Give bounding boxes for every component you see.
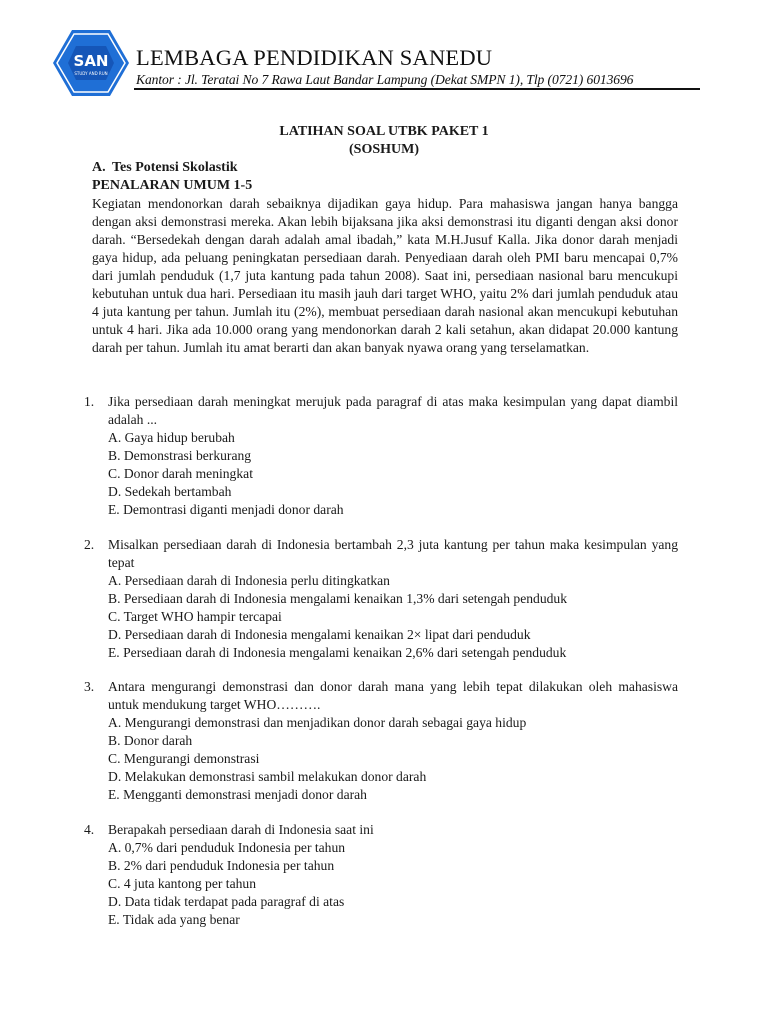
question-text: Antara mengurangi demonstrasi dan donor darah mana yang lebih tepat dilakukan oleh mahasiswa untuk mendukung target WHO………. <box>108 679 678 712</box>
question-number: 2. <box>84 537 95 552</box>
answer-option: A. 0,7% dari penduduk Indonesia per tahun <box>108 840 346 855</box>
answer-option: D. Sedekah bertambah <box>108 484 232 499</box>
answer-option: E. Mengganti demonstrasi menjadi donor darah <box>108 787 367 802</box>
answer-option: E. Tidak ada yang benar <box>108 912 240 927</box>
logo-text: SAN <box>73 52 109 70</box>
question-number: 1. <box>84 394 95 409</box>
subsection-heading: PENALARAN UMUM 1-5 <box>92 178 253 193</box>
answer-option: A. Gaya hidup berubah <box>108 430 235 445</box>
section-label: Tes Potensi Skolastik <box>112 160 238 175</box>
answer-option: E. Persediaan darah di Indonesia mengalami kenaikan 2,6% dari setengah penduduk <box>108 645 567 660</box>
answer-option: A. Mengurangi demonstrasi dan menjadikan donor darah sebagai gaya hidup <box>108 715 527 730</box>
organization-name: LEMBAGA PENDIDIKAN SANEDU <box>136 45 493 70</box>
answer-option: E. Demontrasi diganti menjadi donor darah <box>108 502 344 517</box>
question-1 <box>84 393 678 519</box>
question-text: Misalkan persediaan darah di Indonesia bertambah 2,3 juta kantung per tahun maka kesimpulan yang tepat <box>108 537 678 570</box>
answer-option: C. Donor darah meningkat <box>108 466 253 481</box>
reading-passage: Kegiatan mendonorkan darah sebaiknya dijadikan gaya hidup. Para mahasiswa jangan hanya bangga dengan aksi demonstrasi mereka. Akan lebih bijaksana jika aksi demonstrasi itu diganti dengan aksi donor darah. “Bersedekah dengan darah adalah amal ibadah,” kata M.H.Jusuf Kalla. Jika donor darah menjadi gaya hidup, ada peluang peningkatan persediaan darah. Penyediaan darah oleh PMI baru mencapai 0,7% dari jumlah penduduk (1,7 juta kantung pada tahun 2008). Saat ini, persediaan nasional baru mencukupi kebutuhan untuk dua hari. Persediaan itu masih jauh dari target WHO, yaitu 2% dari jumlah penduduk atau 4 juta kantung per tahun. Jumlah itu (2%), membuat persediaan darah nasional akan mencukupi kebutuhan untuk 4 hari. Jika ada 10.000 orang yang mendonorkan darah 2 kali setahun, akan didapat 20.000 kantung darah per tahun. Jumlah itu amat berarti dan akan banyak nyawa orang yang terselamatkan. <box>92 196 678 355</box>
answer-option: B. 2% dari penduduk Indonesia per tahun <box>108 858 335 873</box>
answer-option: C. Target WHO hampir tercapai <box>108 609 282 624</box>
question-number: 4. <box>84 822 95 837</box>
question-3 <box>84 678 678 804</box>
answer-options <box>84 714 678 804</box>
question-4 <box>84 821 678 929</box>
question-2 <box>84 536 678 662</box>
sanedu-logo <box>52 28 130 98</box>
answer-options <box>84 429 678 519</box>
answer-options <box>84 839 678 929</box>
question-text: Jika persediaan darah meningkat merujuk pada paragraf di atas maka kesimpulan yang dapat diambil adalah ... <box>108 394 678 427</box>
answer-option: B. Demonstrasi berkurang <box>108 448 252 463</box>
header-divider <box>134 88 700 90</box>
organization-address: Kantor : Jl. Teratai No 7 Rawa Laut Bandar Lampung (Dekat SMPN 1), Tlp (0721) 6013696 <box>136 72 634 87</box>
letterhead <box>0 0 768 100</box>
document-title: LATIHAN SOAL UTBK PAKET 1 <box>279 124 489 139</box>
logo-subtext: STUDY AND RUN <box>74 71 108 76</box>
answer-option: D. Melakukan demonstrasi sambil melakukan donor darah <box>108 769 427 784</box>
document-subtitle: (SOSHUM) <box>349 142 419 157</box>
answer-option: A. Persediaan darah di Indonesia perlu ditingkatkan <box>108 573 390 588</box>
answer-option: C. 4 juta kantong per tahun <box>108 876 256 891</box>
question-text: Berapakah persediaan darah di Indonesia saat ini <box>108 822 374 837</box>
answer-option: D. Data tidak terdapat pada paragraf di atas <box>108 894 345 909</box>
section-letter: A. <box>92 160 106 175</box>
answer-option: C. Mengurangi demonstrasi <box>108 751 260 766</box>
question-number: 3. <box>84 679 95 694</box>
section-heading <box>92 160 238 176</box>
answer-option: B. Persediaan darah di Indonesia mengalami kenaikan 1,3% dari setengah penduduk <box>108 591 568 606</box>
answer-options <box>84 572 678 662</box>
answer-option: B. Donor darah <box>108 733 193 748</box>
answer-option: D. Persediaan darah di Indonesia mengalami kenaikan 2× lipat dari penduduk <box>108 627 531 642</box>
